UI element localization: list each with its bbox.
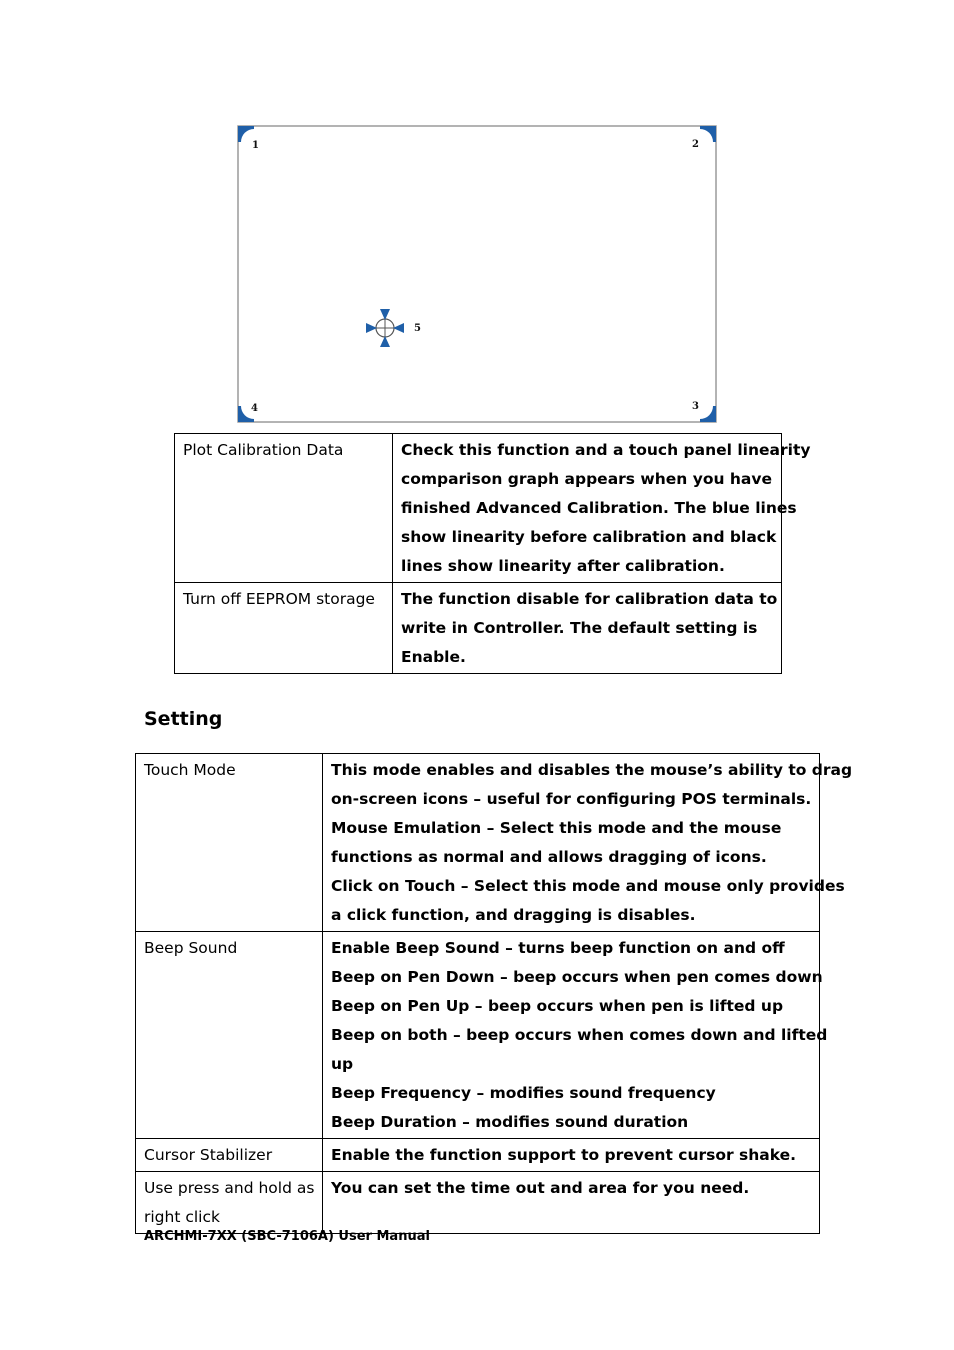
row-label — [136, 1139, 323, 1172]
section-heading-setting: Setting — [144, 708, 223, 730]
row-description — [323, 932, 828, 1139]
corner-label-2: 2 — [692, 139, 699, 150]
table-row — [136, 1172, 820, 1234]
row-label — [175, 434, 393, 583]
crosshair-target-icon — [366, 309, 404, 347]
row-description-line: You can set the time out and area for you need. — [331, 1179, 750, 1197]
row-description-line: Check this function and a touch panel linearity — [401, 441, 811, 459]
row-label — [136, 754, 323, 932]
row-label-line: Beep Sound — [144, 939, 238, 957]
row-description-line: Click on Touch – Select this mode and mouse only provides — [331, 877, 845, 895]
table-row — [136, 1139, 820, 1172]
page-footer: ARCHMI-7XX (SBC-7106A) User Manual — [144, 1229, 430, 1244]
corner-marker-2 — [700, 126, 716, 142]
row-label-line: right click — [144, 1208, 220, 1226]
row-description-line: a click function, and dragging is disables. — [331, 906, 696, 924]
row-description-line: finished Advanced Calibration. The blue lines — [401, 499, 797, 517]
row-description-line: write in Controller. The default setting is — [401, 619, 758, 637]
row-description-line: Enable the function support to prevent cursor shake. — [331, 1146, 797, 1164]
row-description-line: Enable Beep Sound – turns beep function on and off — [331, 939, 785, 957]
row-description-line: Beep Frequency – modifies sound frequency — [331, 1084, 716, 1102]
setting-options-table — [135, 753, 853, 1234]
row-description-line: functions as normal and allows dragging of icons. — [331, 848, 767, 866]
row-description-line: Beep Duration – modifies sound duration — [331, 1113, 689, 1131]
table-row — [175, 583, 782, 674]
calibration-options-body — [175, 434, 811, 674]
table-row — [136, 932, 820, 1139]
row-description-line: Beep on Pen Down – beep occurs when pen comes down — [331, 968, 823, 986]
row-description-line: show linearity before calibration and black — [401, 528, 777, 546]
row-description-line: This mode enables and disables the mouse’s ability to drag — [331, 761, 853, 779]
row-description-line: Beep on both – beep occurs when comes down and lifted — [331, 1026, 828, 1044]
row-description-line: Enable. — [401, 648, 466, 666]
row-label — [175, 583, 393, 674]
corner-label-3: 3 — [692, 401, 699, 412]
calibration-diagram — [236, 124, 718, 424]
row-label-line: Plot Calibration Data — [183, 441, 344, 459]
calibration-options-table — [174, 433, 811, 674]
row-label-line: Use press and hold as — [144, 1179, 315, 1197]
table-row — [136, 754, 820, 932]
row-description — [323, 1172, 820, 1234]
row-description-line: comparison graph appears when you have — [401, 470, 773, 488]
row-label-line: Touch Mode — [144, 761, 236, 779]
center-label-5: 5 — [414, 323, 421, 334]
row-description-line: The function disable for calibration data to — [401, 590, 778, 608]
corner-label-4: 4 — [251, 403, 258, 414]
row-label-line: Cursor Stabilizer — [144, 1146, 273, 1164]
corner-label-1: 1 — [252, 140, 259, 151]
row-description — [393, 583, 782, 674]
row-description — [323, 1139, 820, 1172]
corner-marker-3 — [700, 406, 716, 422]
calibration-figure — [236, 124, 718, 424]
row-description-line: Mouse Emulation – Select this mode and the mouse — [331, 819, 782, 837]
calibration-frame — [238, 126, 716, 422]
row-description-line: Beep on Pen Up – beep occurs when pen is lifted up — [331, 997, 784, 1015]
row-label-line: Turn off EEPROM storage — [183, 590, 375, 608]
row-description-line: on-screen icons – useful for configuring POS terminals. — [331, 790, 812, 808]
setting-options-body — [136, 754, 853, 1234]
table-row — [175, 434, 782, 583]
row-description — [323, 754, 853, 932]
row-label — [136, 1172, 323, 1234]
row-label — [136, 932, 323, 1139]
row-description-line: up — [331, 1055, 354, 1073]
row-description-line: lines show linearity after calibration. — [401, 557, 725, 575]
row-description — [393, 434, 811, 583]
